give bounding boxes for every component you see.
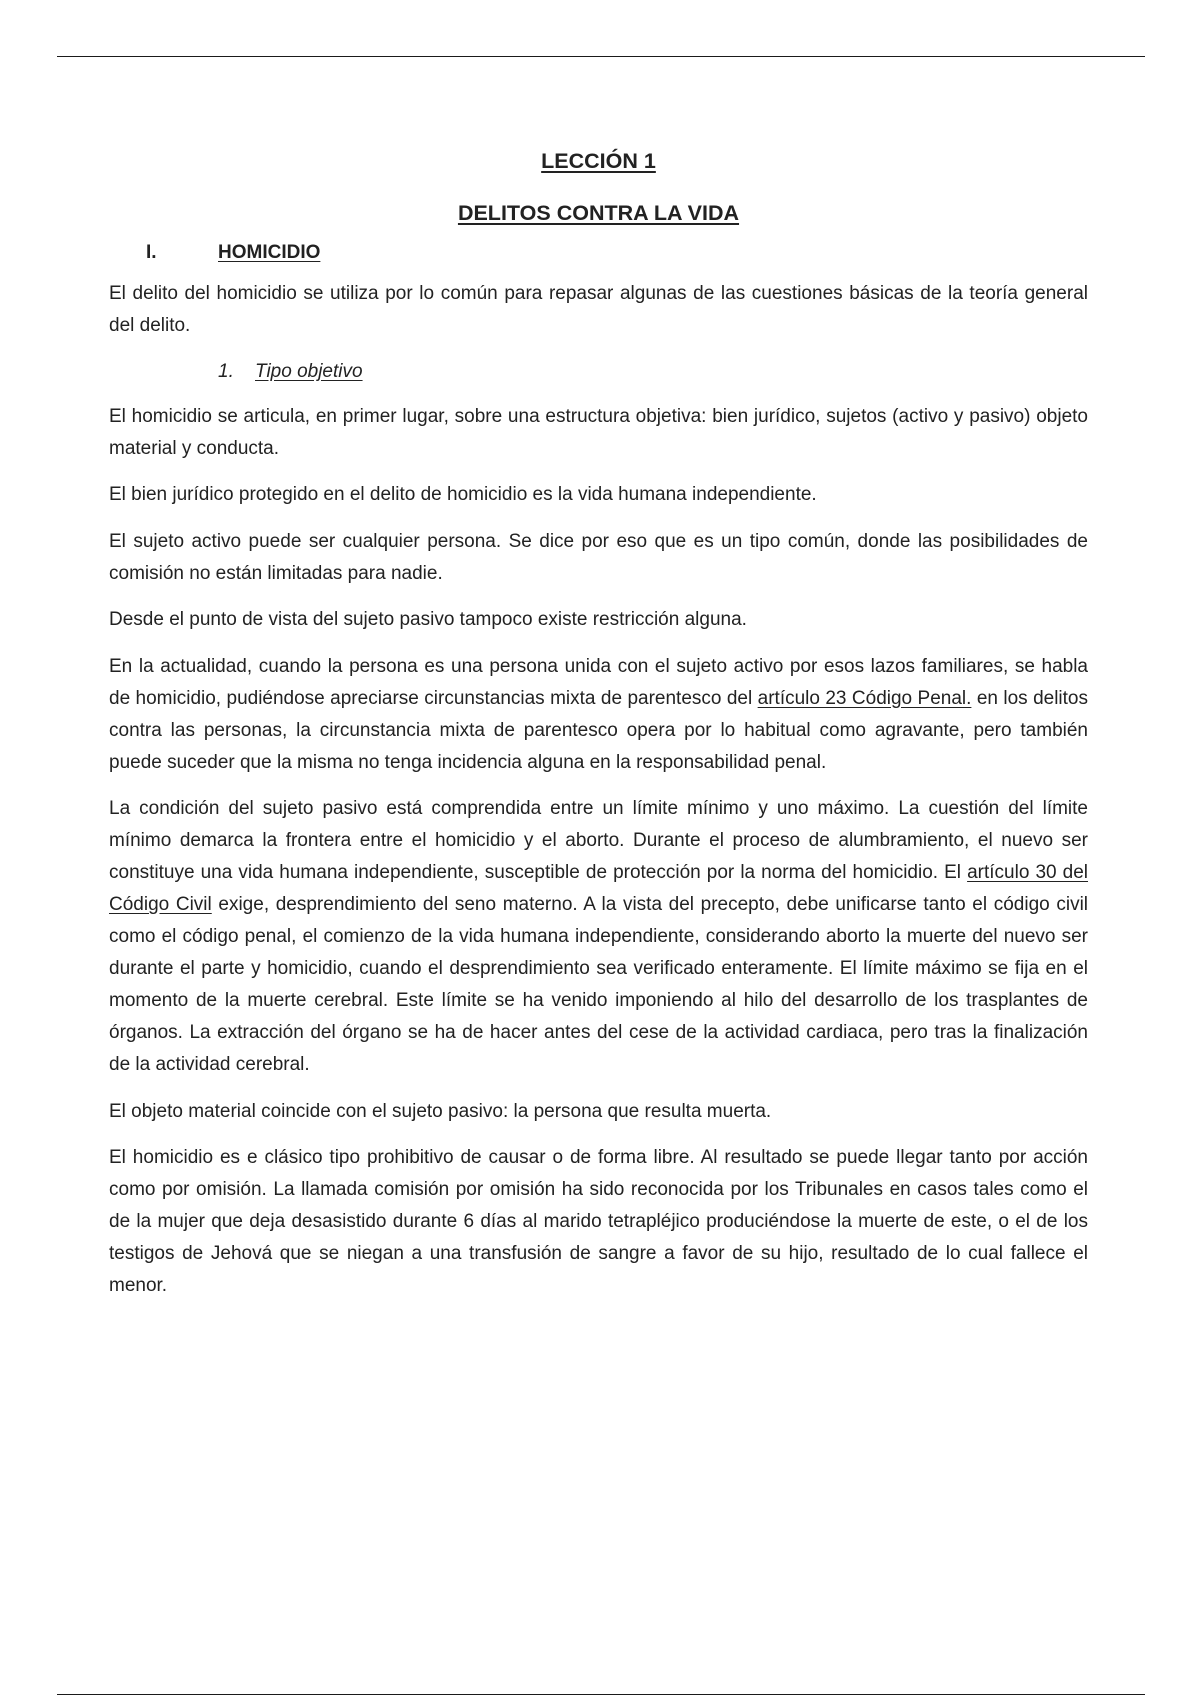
link-articulo-23-codigo-penal[interactable]: artículo 23 Código Penal. xyxy=(757,687,972,709)
section-label: HOMICIDIO xyxy=(218,242,321,263)
paragraph-conducta: El homicidio es e clásico tipo prohibitivo de causar o de forma libre. Al resultado se puede llegar tanto por acción como por omisión. La llamada comisión por omisión ha sido reconocida por los Tribunales en casos tales como el de la mujer que deja desasistido durante 6 días al marido tetrapléjico produciéndose la muerte de este, o el de los testigos de Jehová que se niegan a una transfusión de sangre a favor de su hijo, resultado de lo cual fallece el menor. xyxy=(109,1147,1088,1296)
paragraph-sujeto-pasivo: Desde el punto de vista del sujeto pasivo tampoco existe restricción alguna. xyxy=(109,609,747,630)
lesson-title: LECCIÓN 1 xyxy=(541,149,656,173)
paragraph-bien-juridico: El bien jurídico protegido en el delito de homicidio es la vida humana independiente. xyxy=(109,484,817,505)
paragraph-parentesco-text-a: En la actualidad, cuando la persona es una persona unida con el sujeto activo por esos lazos familiares, se habla de homicidio, pudiéndose apreciarse circunstancias mixta de parentesco del xyxy=(109,655,1088,709)
section-heading xyxy=(109,238,1088,268)
subsection-label: Tipo objetivo xyxy=(255,360,363,382)
footer-rule xyxy=(57,1694,1145,1695)
paragraph-parentesco xyxy=(109,651,1088,779)
paragraph-limites-text-b: exige, desprendimiento del seno materno. A la vista del precepto, debe unificarse tanto el código civil como el código penal, el comienzo de la vida humana independiente, considerando aborto la muerte del nuevo ser durante el parte y homicidio, cuando el desprendimiento sea verificado enteramente. El límite máximo se fija en el momento de la muerte cerebral. Este límite se ha venido imponiendo al hilo del desarrollo de los trasplantes de órganos. La extracción del órgano se ha de hacer antes del cese de la actividad cardiaca, pero tras la finalización de la actividad cerebral. xyxy=(109,894,1089,1075)
paragraph-sujeto-activo: El sujeto activo puede ser cualquier persona. Se dice por eso que es un tipo común, donde las posibilidades de comisión no están limitadas para nadie. xyxy=(109,530,1088,584)
paragraph-structure: El homicidio se articula, en primer lugar, sobre una estructura objetiva: bien jurídico, sujetos (activo y pasivo) objeto material y conducta. xyxy=(109,405,1088,459)
paragraph-limites xyxy=(109,793,1088,1081)
intro-paragraph: El delito del homicidio se utiliza por lo común para repasar algunas de las cuestiones básicas de la teoría general del delito. xyxy=(109,283,1088,336)
chapter-title: DELITOS CONTRA LA VIDA xyxy=(457,201,740,225)
paragraph-limites-text-a: La condición del sujeto pasivo está comprendida entre un límite mínimo y uno máximo. La cuestión del límite mínimo demarca la frontera entre el homicidio y el aborto. Durante el proceso de alumbramiento, el nuevo ser constituye una vida humana independiente, susceptible de protección por la norma del homicidio. El xyxy=(109,798,1088,883)
link-articulo-30-codigo-civil[interactable]: artículo 30 del Código Civil xyxy=(109,862,1089,915)
document-page xyxy=(109,146,1088,1317)
paragraph-parentesco-text-b: en los delitos contra las personas, la circunstancia mixta de parentesco opera por lo habitual como agravante, pero también puede suceder que la misma no tenga incidencia alguna en la responsabilidad penal. xyxy=(109,687,1088,773)
paragraph-objeto-material: El objeto material coincide con el sujeto pasivo: la persona que resulta muerta. xyxy=(109,1100,772,1122)
header-rule xyxy=(57,56,1145,57)
subsection-heading xyxy=(109,357,1088,387)
subsection-number: 1. xyxy=(218,360,234,382)
section-number: I. xyxy=(146,242,157,263)
